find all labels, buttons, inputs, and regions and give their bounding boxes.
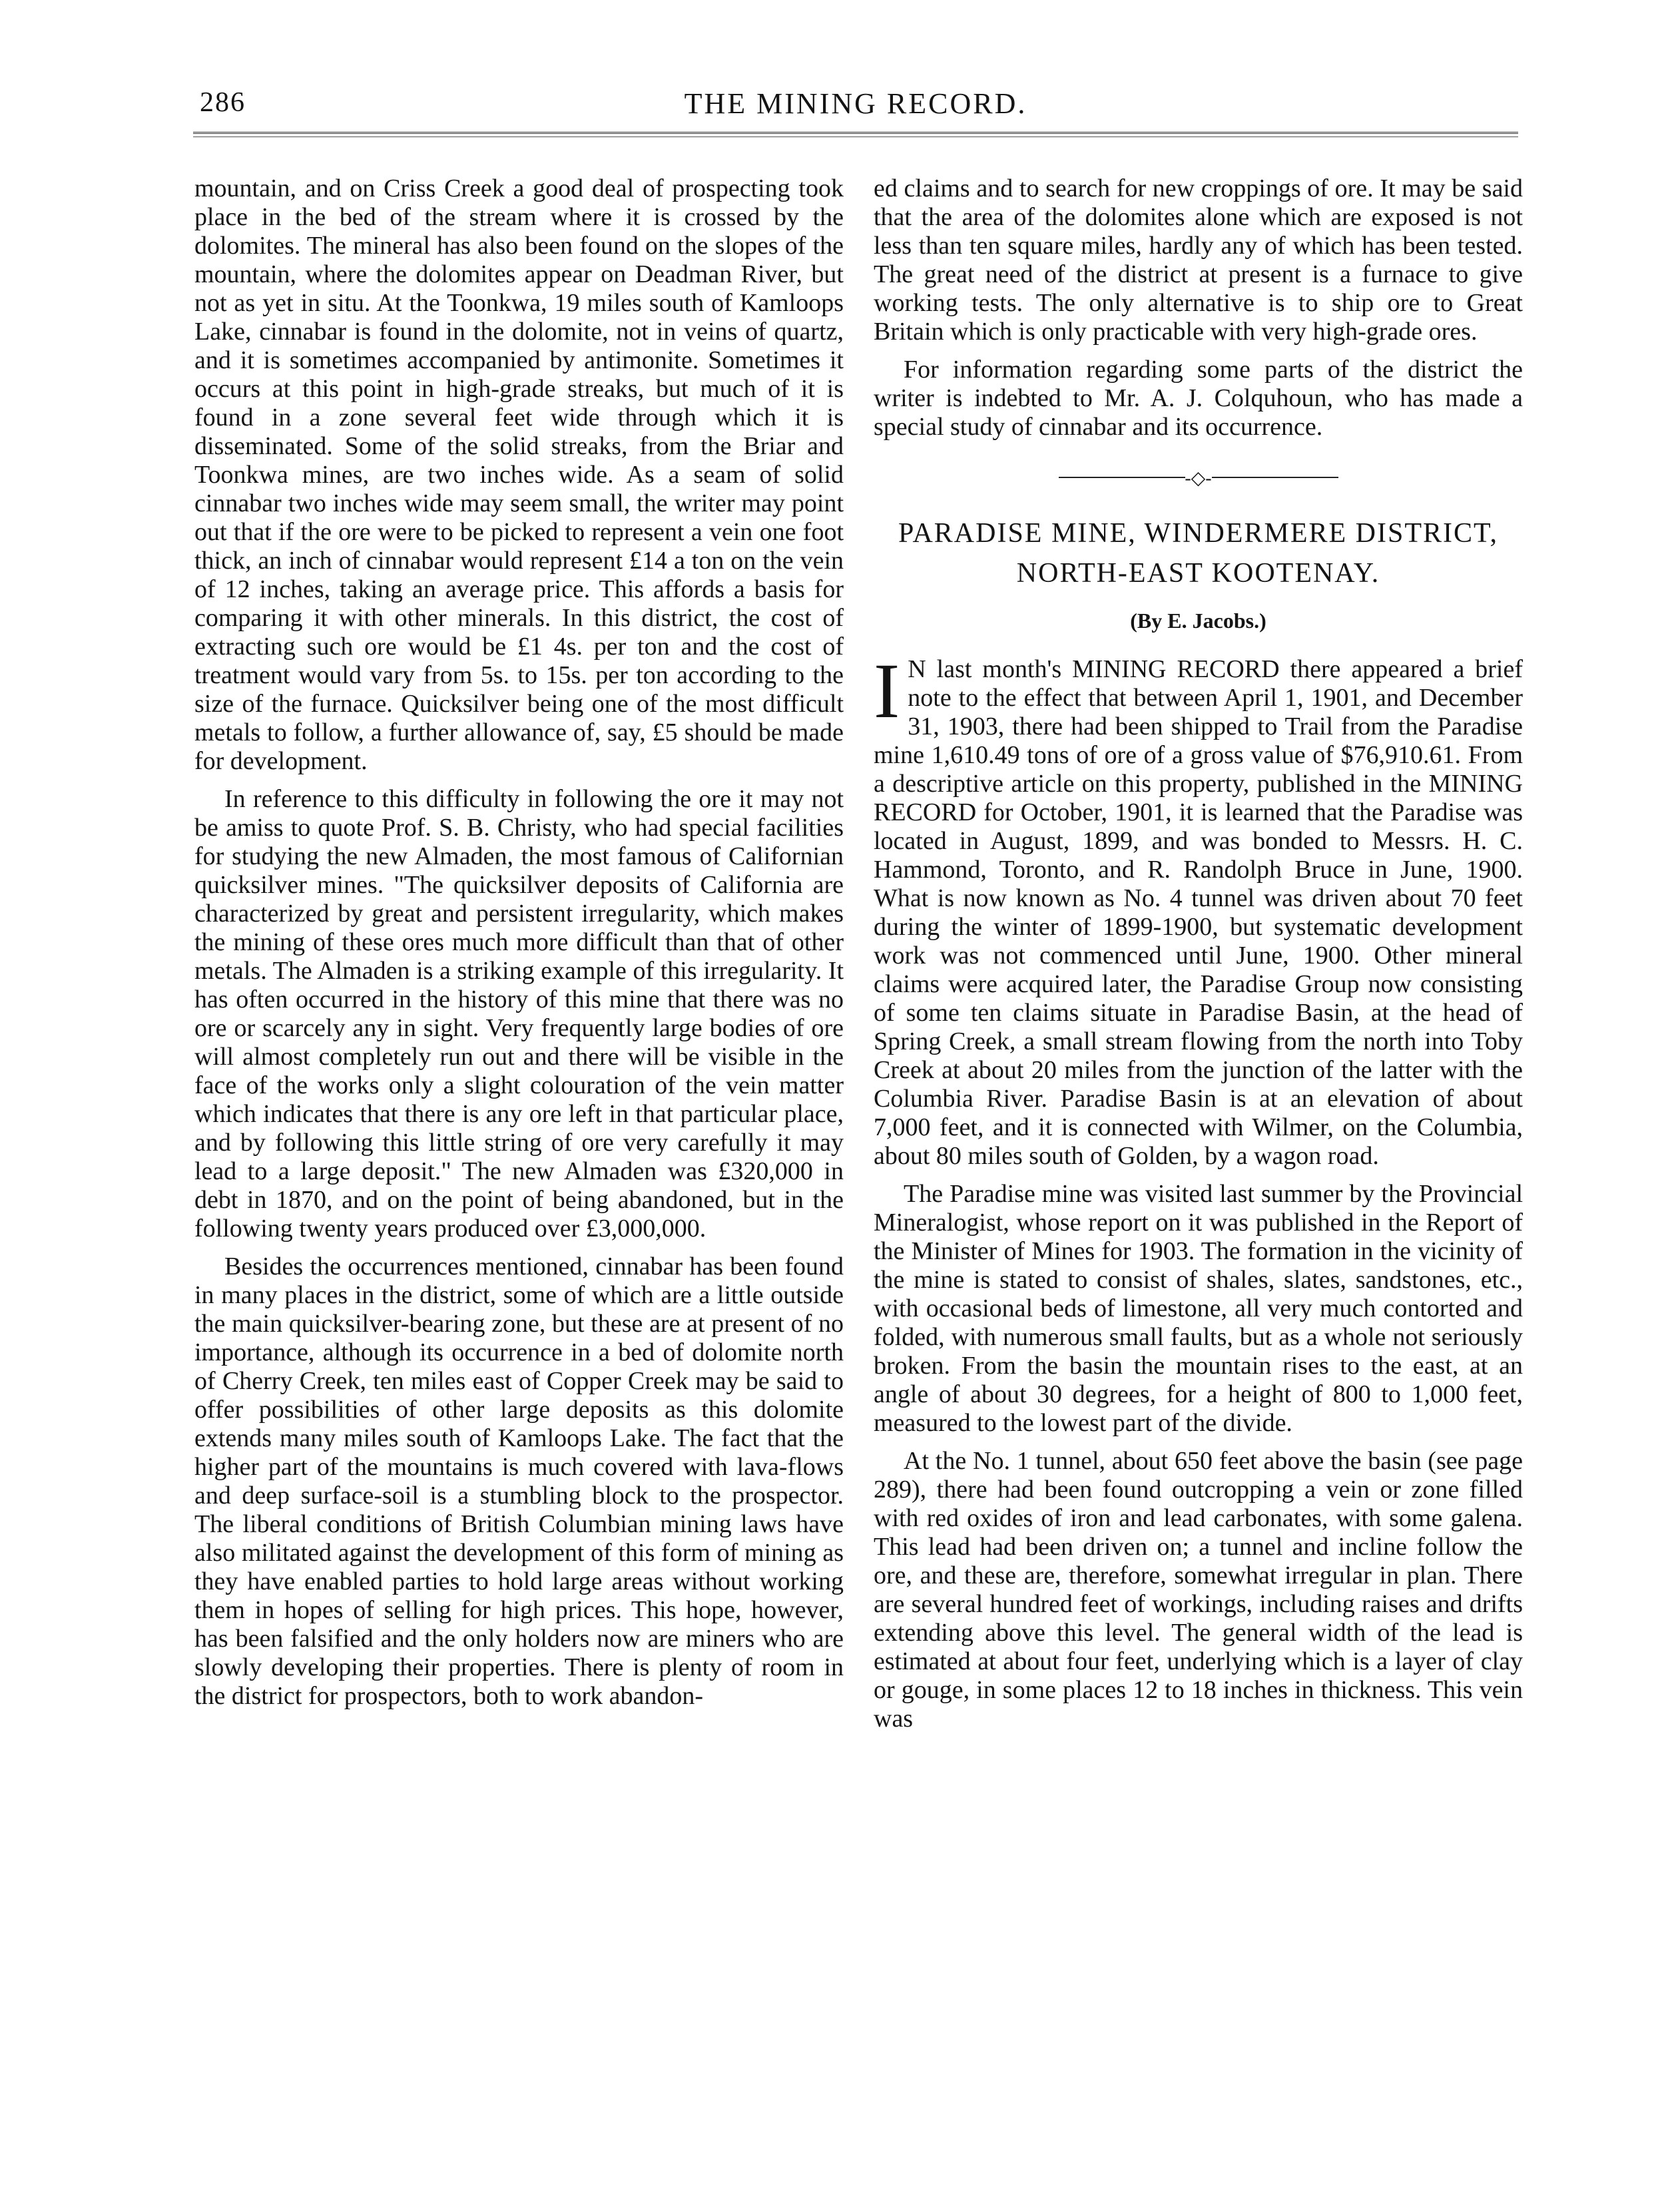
section-separator xyxy=(1059,468,1338,489)
left-paragraph-3: Besides the occurrences mentioned, cinnabar has been found in many places in the district, some of which are a little outside the main quicksilver-bearing zone, but these are at present of no importance, although its occurrence in a bed of dolomite north of Cherry Creek, ten miles east of Copper Creek may be said to offer possibilities of other large deposits as this dolomite extends many miles south of Kamloops Lake. The fact that the higher part of the mountains is much covered with lava-flows and deep surface-soil is a stumbling block to the prospector. The liberal conditions of British Columbian mining laws have also militated against the development of this form of mining as they have enabled parties to hold large areas without working them in hopes of selling for high prices. This hope, however, has been falsified and the only holders now are miners who are slowly developing their properties. There is plenty of room in the district for prospectors, both to work abandon- xyxy=(194,1252,844,1710)
article-first-paragraph-text: N last month's MINING RECORD there appeared a brief note to the effect that between April 1, 1901, and December 31, 1903, there had been shipped to Trail from the Paradise mine 1,610.49 tons of ore of a gross value of $76,910.61. From a descriptive article on this property, published in the MINING RECORD for October, 1901, it is learned that the Paradise was located in August, 1899, and was bonded to Messrs. H. C. Hammond, Toronto, and R. Randolph Bruce in June, 1900. What is now known as No. 4 tunnel was driven about 70 feet during the winter of 1899-1900, but systematic development work was not commenced until June, 1900. Other mineral claims were acquired later, the Paradise Group now consisting of some ten claims situate in Paradise Basin, at the head of Spring Creek, a small stream flowing from the north into Toby Creek at about 20 miles from the junction of the latter with the Columbia River. Paradise Basin is at an elevation of about 7,000 feet, and it is connected with Wilmer, on the Columbia, about 80 miles south of Golden, by a wagon road. xyxy=(874,655,1523,1170)
right-paragraph-1: ed claims and to search for new croppings of ore. It may be said that the area of the dolomites alone which are exposed is not less than ten square miles, hardly any of which has been tested. The great need of the district at present is a furnace to give working tests. The only alternative is to ship ore to Great Britain which is only practicable with very high-grade ores. xyxy=(874,174,1523,346)
article-title-line-2: NORTH-EAST KOOTENAY. xyxy=(1016,558,1380,589)
article-title xyxy=(874,513,1523,593)
article-paragraph-3: At the No. 1 tunnel, about 650 feet above the basin (see page 289), there had been found outcropping a vein or zone filled with red oxides of iron and lead carbonates, with some galena. This lead had been driven on; a tunnel and incline follow the ore, and these are, therefore, somewhat irregular in plan. There are several hundred feet of workings, including raises and drifts extending above this level. The general width of the lead is estimated at about four feet, underlying which is a layer of clay or gouge, in some places 12 to 18 inches in thickness. This vein was xyxy=(874,1447,1523,1733)
page-number: 286 xyxy=(200,87,246,118)
drop-cap: I xyxy=(874,647,900,734)
left-column xyxy=(194,174,844,1720)
right-paragraph-2: For information regarding some parts of the district the writer is indebted to Mr. A. J. Colquhoun, who has made a special study of cinnabar and its occurrence. xyxy=(874,356,1523,441)
separator-line-right xyxy=(1212,477,1338,478)
article-first-paragraph xyxy=(874,647,1523,1171)
article-paragraph-2: The Paradise mine was visited last summer by the Provincial Mineralogist, whose report on it was published in the Report of the Minister of Mines for 1903. The formation in the vicinity of the mine is stated to consist of shales, slates, sandstones, etc., with occasional beds of limestone, all very much contorted and folded, with numerous small faults, but as a whole not seriously broken. From the basin the mountain rises to the east, at an angle of about 30 degrees, for a height of 800 to 1,000 feet, measured to the lowest part of the divide. xyxy=(874,1180,1523,1437)
running-title: THE MINING RECORD. xyxy=(684,87,1027,120)
article-byline: (By E. Jacobs.) xyxy=(1130,609,1266,633)
separator-ornament: -◇- xyxy=(1185,468,1212,489)
left-paragraph-1: mountain, and on Criss Creek a good deal of prospecting took place in the bed of the stream where it is crossed by the dolomites. The mineral has also been found on the slopes of the mountain, where the dolomites appear on Deadman River, but not as yet in situ. At the Toonkwa, 19 miles south of Kamloops Lake, cinnabar is found in the dolomite, not in veins of quartz, and it is sometimes accompanied by antimonite. Sometimes it occurs at this point in high-grade streaks, but much of it is found in a zone several feet wide through which it is disseminated. Some of the solid streaks, from the Briar and Toonkwa mines, are two inches wide. As a seam of solid cinnabar two inches wide may seem small, the writer may point out that if the ore were to be picked to represent a vein one foot thick, an inch of cinnabar would represent £14 a ton on the vein of 12 inches, taking an average price. This affords a basis for comparing it with other minerals. In this district, the cost of extracting such ore would be £1 4s. per ton and the cost of treatment would vary from 5s. to 15s. per ton according to the size of the furnace. Quicksilver being one of the most difficult metals to follow, a further allowance of, say, £5 should be made for development. xyxy=(194,174,844,775)
article-title-line-1: PARADISE MINE, WINDERMERE DISTRICT, xyxy=(898,518,1499,549)
header-rule xyxy=(193,132,1518,137)
right-column xyxy=(874,174,1523,1743)
page-header xyxy=(193,81,1518,135)
separator-line-left xyxy=(1059,477,1185,478)
left-paragraph-2: In reference to this difficulty in following the ore it may not be amiss to quote Prof. S. B. Christy, who had special facilities for studying the new Almaden, the most famous of Californian quicksilver mines. "The quicksilver deposits of California are characterized by great and persistent irregularity, which makes the mining of these ores much more difficult than that of other metals. The Almaden is a striking example of this irregularity. It has often occurred in the history of this mine that there was no ore or scarcely any in sight. Very frequently large bodies of ore will almost completely run out and there will be visible in the face of the works only a slight colouration of the vein matter which indicates that there is any ore left in that particular place, and by following this little string of ore very carefully it may lead to a large deposit." The new Almaden was £320,000 in debt in 1870, and on the point of being abandoned, but in the following twenty years produced over £3,000,000. xyxy=(194,785,844,1243)
